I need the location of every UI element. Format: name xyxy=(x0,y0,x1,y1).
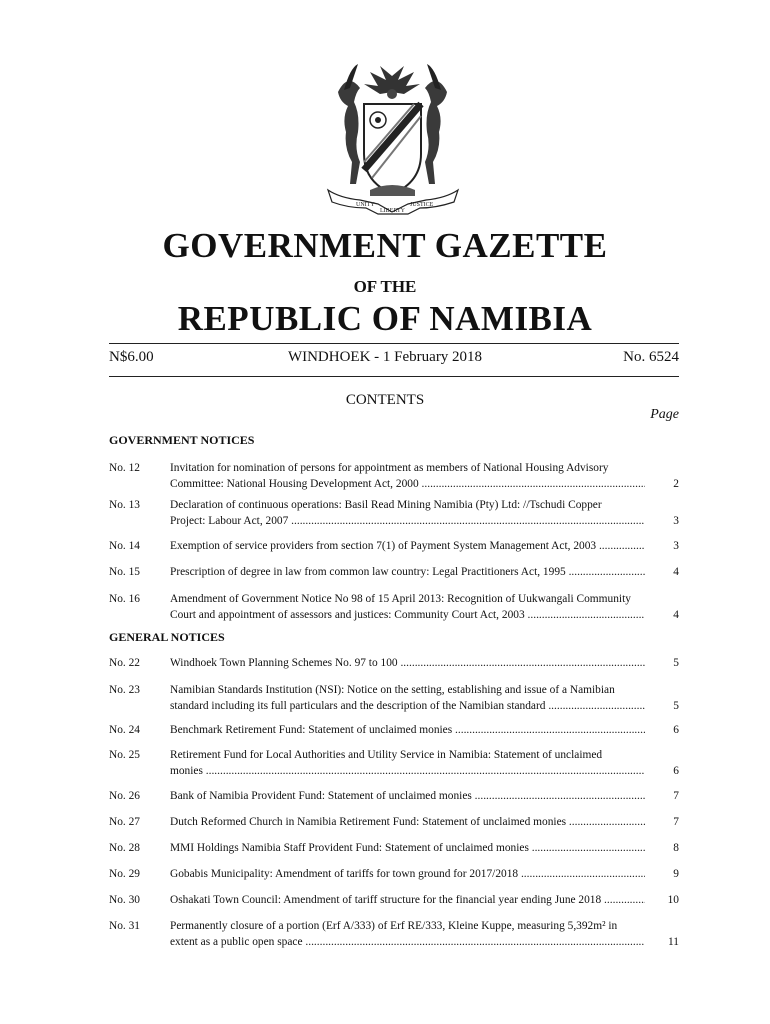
contents-entry xyxy=(109,747,679,779)
notice-title-line: Declaration of continuous operations: Basil Read Mining Namibia (Pty) Ltd: //Tschudi Copper xyxy=(170,499,602,511)
contents-entry xyxy=(109,497,679,529)
page-column-label: Page xyxy=(650,407,679,422)
contents-entry xyxy=(109,538,679,554)
svg-text:LIBERTY: LIBERTY xyxy=(380,208,405,214)
contents-entry xyxy=(109,918,679,950)
notice-title xyxy=(170,788,645,804)
notice-number: No. 16 xyxy=(109,593,141,605)
notice-title xyxy=(170,747,645,779)
contents-entry xyxy=(109,814,679,830)
page-number: 11 xyxy=(668,936,679,948)
notice-title xyxy=(170,497,645,529)
general-notices-heading: GENERAL NOTICES xyxy=(109,630,225,644)
page-number: 2 xyxy=(673,478,679,490)
notice-title-line: Namibian Standards Institution (NSI): Notice on the setting, establishing and issue of a Namibian xyxy=(170,684,615,696)
contents-entry xyxy=(109,460,679,492)
notice-title-line: Permanently closure of a portion (Erf A/333) of Erf RE/333, Kleine Kuppe, measuring 5,392m² in xyxy=(170,920,618,932)
notice-number: No. 27 xyxy=(109,816,141,828)
notice-title xyxy=(170,722,645,738)
notice-title xyxy=(170,655,645,671)
notice-title-line: Exemption of service providers from section 7(1) of Payment System Management Act, 2003 ..... xyxy=(170,538,645,554)
issue-number: No. 6524 xyxy=(623,349,679,365)
page-number: 6 xyxy=(673,765,679,777)
notice-title-line: MMI Holdings Namibia Staff Provident Fund: Statement of unclaimed monies ..... xyxy=(170,840,645,856)
notice-title-line: Invitation for nomination of persons for appointment as members of National Housing Advisory xyxy=(170,462,609,474)
contents-entry xyxy=(109,892,679,908)
page-number: 3 xyxy=(673,540,679,552)
page-number: 6 xyxy=(673,724,679,736)
gazette-title: GOVERNMENT GAZETTE xyxy=(162,226,608,265)
notice-number: No. 28 xyxy=(109,842,141,854)
notice-title xyxy=(170,892,645,908)
notice-number: No. 30 xyxy=(109,894,141,906)
page-number: 10 xyxy=(667,894,679,906)
notice-title-line: Retirement Fund for Local Authorities and Utility Service in Namibia: Statement of unclaimed xyxy=(170,749,603,761)
notice-number: No. 26 xyxy=(109,790,141,802)
contents-entry xyxy=(109,840,679,856)
notice-title xyxy=(170,866,645,882)
notice-title-line: Oshakati Town Council: Amendment of tariff structure for the financial year ending June 2018 ..... xyxy=(170,892,645,908)
notice-title-line: Amendment of Government Notice No 98 of 15 April 2013: Recognition of Uukwangali Community xyxy=(170,593,631,605)
notice-number: No. 12 xyxy=(109,462,141,474)
notice-title-line: Committee: National Housing Development Act, 2000 ..... xyxy=(170,476,645,492)
contents-entry xyxy=(109,866,679,882)
dateline: WINDHOEK - 1 February 2018 xyxy=(287,349,483,365)
contents-entry xyxy=(109,655,679,671)
gazette-republic: REPUBLIC OF NAMIBIA xyxy=(177,299,593,338)
page-number: 7 xyxy=(673,790,679,802)
gazette-of-the: OF THE xyxy=(353,277,417,296)
notice-title xyxy=(170,591,645,623)
page-number: 9 xyxy=(673,868,679,880)
notice-title-line: Windhoek Town Planning Schemes No. 97 to 100 ..... xyxy=(170,655,645,671)
divider-top xyxy=(109,343,679,344)
notice-number: No. 13 xyxy=(109,499,141,511)
notice-title xyxy=(170,918,645,950)
notice-number: No. 31 xyxy=(109,920,141,932)
page-number: 5 xyxy=(673,700,679,712)
contents-heading: CONTENTS xyxy=(345,392,425,408)
notice-title-line: Bank of Namibia Provident Fund: Statement of unclaimed monies ..... xyxy=(170,788,645,804)
page-number: 8 xyxy=(673,842,679,854)
price: N$6.00 xyxy=(109,349,154,365)
page-number: 4 xyxy=(673,609,679,621)
notice-title xyxy=(170,564,645,580)
page-number: 5 xyxy=(673,657,679,669)
contents-entry xyxy=(109,564,679,580)
notice-title xyxy=(170,814,645,830)
divider-bottom xyxy=(109,376,679,377)
contents-entry xyxy=(109,722,679,738)
page-number: 4 xyxy=(673,566,679,578)
notice-number: No. 24 xyxy=(109,724,141,736)
page-number: 3 xyxy=(673,515,679,527)
notice-title xyxy=(170,682,645,714)
notice-number: No. 22 xyxy=(109,657,141,669)
page-number: 7 xyxy=(673,816,679,828)
notice-number: No. 15 xyxy=(109,566,141,578)
notice-title xyxy=(170,840,645,856)
contents-entry xyxy=(109,682,679,714)
notice-title xyxy=(170,460,645,492)
coat-of-arms xyxy=(320,62,465,217)
contents-entry xyxy=(109,788,679,804)
notice-number: No. 29 xyxy=(109,868,141,880)
notice-title-line: extent as a public open space ..... xyxy=(170,934,645,950)
notice-number: No. 23 xyxy=(109,684,141,696)
svg-text:JUSTICE: JUSTICE xyxy=(410,202,434,208)
notice-title-line: Gobabis Municipality: Amendment of tariffs for town ground for 2017/2018 ..... xyxy=(170,866,645,882)
notice-number: No. 14 xyxy=(109,540,141,552)
svg-text:UNITY: UNITY xyxy=(356,202,375,208)
notice-title-line: Project: Labour Act, 2007 ..... xyxy=(170,513,645,529)
notice-title-line: standard including its full particulars and the description of the Namibian standard ..... xyxy=(170,698,645,714)
contents-entry xyxy=(109,591,679,623)
notice-number: No. 25 xyxy=(109,749,141,761)
notice-title-line: Dutch Reformed Church in Namibia Retirement Fund: Statement of unclaimed monies ..... xyxy=(170,814,645,830)
notice-title-line: Court and appointment of assessors and justices: Community Court Act, 2003 ..... xyxy=(170,607,645,623)
notice-title-line: Prescription of degree in law from common law country: Legal Practitioners Act, 1995 ..... xyxy=(170,564,645,580)
government-notices-heading: GOVERNMENT NOTICES xyxy=(109,433,255,447)
notice-title-line: Benchmark Retirement Fund: Statement of unclaimed monies ..... xyxy=(170,722,645,738)
notice-title xyxy=(170,538,645,554)
notice-title-line: monies ..... xyxy=(170,763,645,779)
